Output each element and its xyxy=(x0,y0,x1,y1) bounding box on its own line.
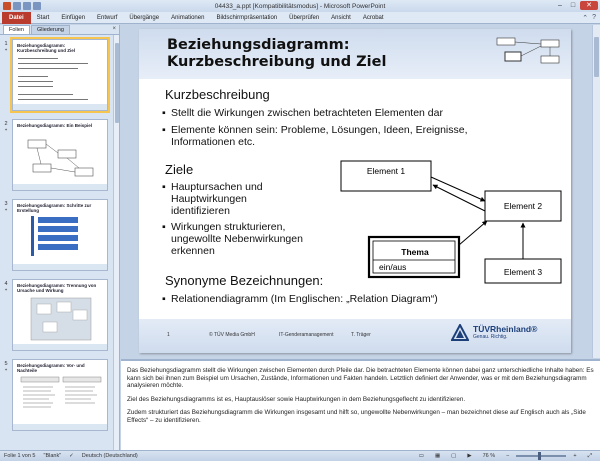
slide-number: 1 xyxy=(4,41,8,47)
undo-icon[interactable] xyxy=(23,2,31,10)
language-indicator[interactable]: Deutsch (Deutschland) xyxy=(81,453,138,459)
slide-thumbnail-panel xyxy=(0,25,120,450)
notes-paragraph: Das Beziehungsdiagramm stellt die Wirkungen zwischen Elementen durch Pfeile dar. Die betrachteten Elemente können dabei ganz unterschiedliche Inhalte haben: Es kann sich bei ihnen zum Beispiel um Ursachen, Zustände, Informationen und Fakten handeln. Letztlich definiert der Anwender, was er mit dem Beziehungsdiagramm analysieren möchte. xyxy=(127,367,594,390)
tab-design[interactable]: Entwurf xyxy=(97,14,118,21)
footer-copyright: © TÜV Media GmbH xyxy=(209,332,255,338)
tab-transitions[interactable]: Übergänge xyxy=(129,14,160,21)
title-bar xyxy=(0,0,600,12)
maximize-button[interactable]: □ xyxy=(570,2,576,9)
thumbnail-row[interactable] xyxy=(0,279,114,351)
thumbnail-title: Beziehungsdiagramm: Schritte zur Erstellung xyxy=(17,203,92,213)
spellcheck-icon[interactable]: ✓ xyxy=(69,453,74,459)
reading-view-icon[interactable]: ▢ xyxy=(451,453,457,459)
slide-sorter-icon[interactable]: ▦ xyxy=(434,453,441,459)
element-label: Element 2 xyxy=(503,201,543,211)
zoom-out-icon[interactable]: − xyxy=(506,453,510,459)
fit-to-window-icon[interactable]: ⤢ xyxy=(587,452,592,459)
thumbnail-title: Beziehungsdiagramm: Trennung von Ursache und Wirkung xyxy=(17,283,97,293)
thumbnail-scrollbar[interactable] xyxy=(113,35,119,450)
slide-thumbnail[interactable] xyxy=(12,359,108,431)
tab-review[interactable]: Überprüfen xyxy=(289,14,320,21)
tab-animations[interactable]: Animationen xyxy=(171,14,205,21)
slide-number: 3 xyxy=(4,201,8,207)
tuv-slogan: Genau. Richtig. xyxy=(473,334,508,340)
thumbnail-diagram xyxy=(13,120,108,191)
window-controls xyxy=(554,1,598,10)
slide-thumbnail[interactable] xyxy=(12,119,108,191)
slide-number: 5 xyxy=(4,361,8,367)
bullet-text: ▪ Elemente können sein: Probleme, Lösungen, Ideen, Ereignisse, Informationen etc. xyxy=(171,124,468,148)
ribbon-tab-bar xyxy=(0,12,600,24)
transition-icon: ✦ xyxy=(4,207,8,212)
theme-name: "Blank" xyxy=(43,453,62,459)
slide-title[interactable] xyxy=(167,37,386,71)
thumbnail-row[interactable] xyxy=(0,199,114,271)
bullet-text: ▪ Relationendiagramm (Im Englischen: „Relation Diagram“) xyxy=(171,293,438,305)
transition-icon: ✦ xyxy=(4,367,8,372)
footer-author: T. Träger xyxy=(351,332,371,338)
minimize-button[interactable]: – xyxy=(558,2,562,9)
status-bar xyxy=(0,450,600,461)
notes-pane[interactable] xyxy=(121,359,600,450)
tab-view[interactable]: Ansicht xyxy=(331,14,351,21)
close-button[interactable]: ✕ xyxy=(580,1,598,10)
current-slide[interactable] xyxy=(139,29,571,353)
element-label: Element 1 xyxy=(366,166,406,176)
slide-number: 2 xyxy=(4,121,8,127)
tab-slides[interactable]: Folien xyxy=(3,25,30,34)
thumbnail-title: Beziehungsdiagramm: Kurzbeschreibung und Ziel xyxy=(17,43,76,53)
save-icon[interactable] xyxy=(13,2,21,10)
zoom-slider[interactable] xyxy=(516,455,566,457)
element-label: Element 3 xyxy=(503,267,543,277)
quick-access-toolbar xyxy=(0,2,41,10)
collapse-ribbon-icon[interactable]: ⌃ xyxy=(582,14,589,22)
tab-start[interactable]: Start xyxy=(36,14,50,21)
panel-tabs xyxy=(0,25,119,35)
einaus-label: ein/aus xyxy=(379,262,407,272)
zoom-level[interactable]: 76 % xyxy=(482,453,496,459)
section-heading-synonyme: Synonyme Bezeichnungen: xyxy=(165,273,324,288)
tab-insert[interactable]: Einfügen xyxy=(61,14,86,21)
ribbon-right-controls xyxy=(582,14,600,22)
bullet-text: ▪ Wirkungen strukturieren, ungewollte Nebenwirkungen erkennen xyxy=(171,221,303,257)
redo-icon[interactable] xyxy=(33,2,41,10)
thumbnail-illustration xyxy=(13,280,108,351)
footer-page-number: 1 xyxy=(167,332,170,338)
thumbnail-row[interactable] xyxy=(0,359,114,431)
slide-number: 4 xyxy=(4,281,8,287)
slide-footer xyxy=(139,319,571,353)
arrow xyxy=(459,221,487,245)
footer-topic: IT-Genderamanagement xyxy=(279,332,334,338)
bullet-text: ▪ Hauptursachen und Hauptwirkungen identifizieren xyxy=(171,181,263,217)
slide-header xyxy=(139,29,571,79)
slide-editing-area xyxy=(121,25,600,358)
mini-diagram-icon xyxy=(495,34,565,68)
bullet-text: ▪ Stellt die Wirkungen zwischen betrachteten Elementen dar xyxy=(171,107,443,119)
diagram-element-1[interactable] xyxy=(341,161,431,191)
thema-label: Thema xyxy=(401,247,429,257)
notes-paragraph: Ziel des Beziehungsdiagramms ist es, Hauptauslöser sowie Hauptwirkungen in dem Beziehungsgeflecht zu identifizieren. xyxy=(127,395,466,403)
slide-thumbnail[interactable] xyxy=(12,199,108,271)
diagram-element-3[interactable] xyxy=(485,259,561,283)
tuv-logo xyxy=(451,323,551,343)
tuv-triangle-icon xyxy=(451,324,469,342)
diagram-thema[interactable] xyxy=(369,237,459,277)
tab-acrobat[interactable]: Acrobat xyxy=(362,14,384,21)
slide-scrollbar[interactable] xyxy=(592,25,600,358)
thumbnail-title: Beziehungsdiagramm: Vor- und Nachteile xyxy=(17,363,85,373)
tuv-brand: TÜVRheinland® xyxy=(473,324,538,334)
thumbnail-row[interactable] xyxy=(0,119,114,191)
tab-outline[interactable]: Gliederung xyxy=(31,25,70,34)
tab-slideshow[interactable]: Bildschirmpräsentation xyxy=(216,14,278,21)
zoom-in-icon[interactable]: + xyxy=(573,453,577,459)
tab-file[interactable]: Datei xyxy=(2,12,31,24)
help-icon[interactable]: ? xyxy=(592,13,596,21)
close-panel-icon[interactable]: × xyxy=(112,26,116,32)
slide-thumbnail[interactable] xyxy=(12,279,108,351)
slide-title-line1: Beziehungsdiagramm: xyxy=(167,37,350,53)
slideshow-icon[interactable]: ▶ xyxy=(467,453,472,459)
transition-icon: ✦ xyxy=(4,127,8,132)
thumbnail-steps xyxy=(13,200,108,271)
window-title: 04433_a.ppt [Kompatibilitätsmodus] - Microsoft PowerPoint xyxy=(214,2,386,10)
notes-paragraph: Zudem strukturiert das Beziehungsdiagramm die Wirkungen insgesamt und hilft so, ungewollte Nebenwirkungen – man bezeichnet diese auf Englisch auch als „Side Effects“ – zu identifizieren. xyxy=(127,409,586,424)
transition-icon: ✦ xyxy=(4,287,8,292)
thumbnail-title: Beziehungsdiagramm: Ein Beispiel xyxy=(17,123,93,128)
slide-indicator: Folie 1 von 5 xyxy=(4,453,36,459)
section-heading-kurzbeschreibung: Kurzbeschreibung xyxy=(165,87,270,102)
diagram-element-2[interactable] xyxy=(485,191,561,221)
powerpoint-app-icon[interactable] xyxy=(3,2,11,10)
transition-icon: ✦ xyxy=(4,47,8,52)
relationship-diagram xyxy=(319,155,564,285)
slide-thumbnail[interactable] xyxy=(12,39,108,111)
section-heading-ziele: Ziele xyxy=(165,162,194,177)
slide-title-line2: Kurzbeschreibung und Ziel xyxy=(167,54,387,70)
thumbnail-table xyxy=(13,360,108,431)
normal-view-icon[interactable]: ▭ xyxy=(418,453,424,459)
thumbnail-row[interactable] xyxy=(0,39,114,111)
